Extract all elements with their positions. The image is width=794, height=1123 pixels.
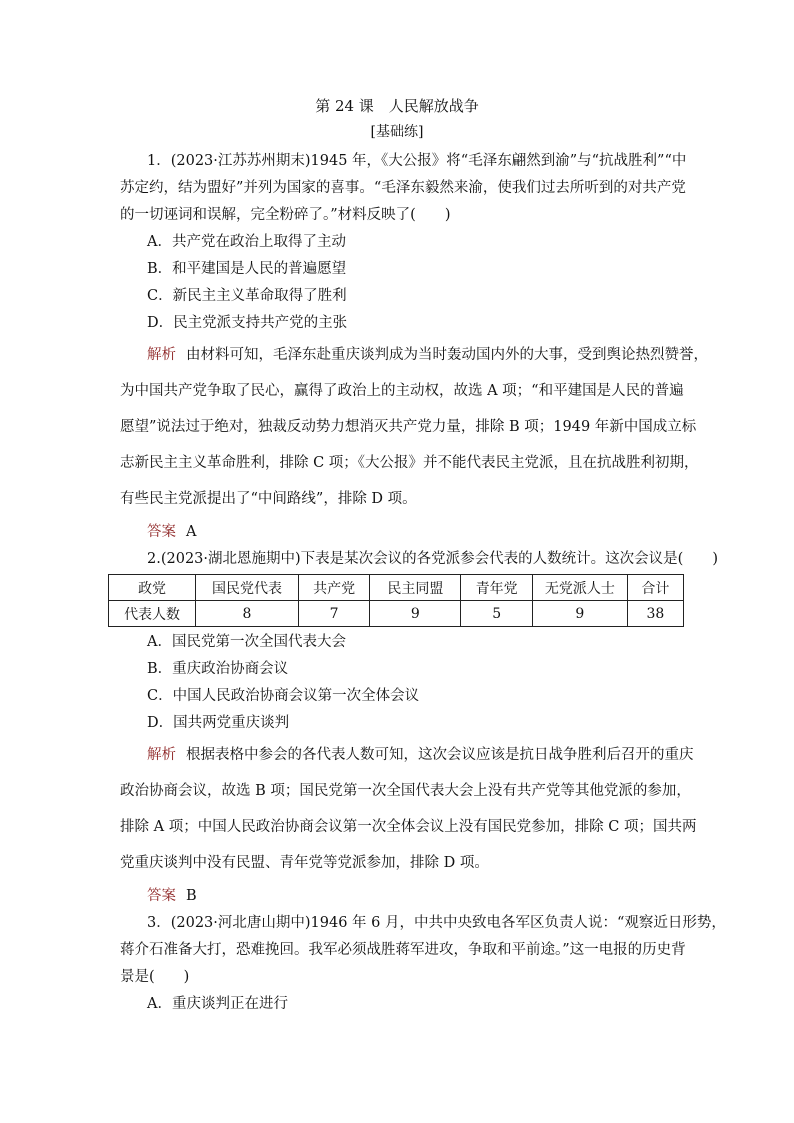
q1-option-d: D．民主党派支持共产党的主张 — [147, 315, 348, 331]
q1-explanation-line-4: 志新民主主义革命胜利，排除 C 项；《大公报》并不能代表民主党派，且在抗战胜利初期， — [120, 455, 699, 471]
q2-option-c: C．中国人民政治协商会议第一次全体会议 — [147, 688, 420, 704]
table-header-cell: 青年党 — [461, 575, 533, 601]
q1-stem-line-3: 的一切诬词和误解，完全粉碎了。”材料反映了( ) — [120, 207, 451, 223]
q2-option-a: A．国民党第一次全国代表大会 — [147, 634, 346, 650]
q2-explanation-line-2: 政治协商会议，故选 B 项；国民党第一次全国代表大会上没有共产党等其他党派的参加， — [120, 783, 691, 799]
table-header-cell: 国民党代表 — [196, 575, 299, 601]
q1-option-b: B．和平建国是人民的普遍愿望 — [147, 261, 347, 277]
q1-explanation-line-5: 有些民主党派提出了“中间路线”，排除 D 项。 — [120, 491, 417, 507]
q3-stem-line-2: 蒋介石准备大打，恐难挽回。我军必须战胜蒋军进攻，争取和平前途。”这一电报的历史背 — [120, 942, 686, 958]
q1-explanation-line-3: 愿望”说法过于绝对，独裁反动势力想消灭共产党力量，排除 B 项；1949 年新中国成立标 — [120, 419, 697, 435]
section-subtitle: [基础练] — [370, 124, 424, 140]
table-row — [109, 601, 684, 627]
table-cell: 代表人数 — [109, 601, 196, 627]
table-header-cell: 政党 — [109, 575, 196, 601]
q1-option-a: A．共产党在政治上取得了主动 — [147, 234, 346, 250]
table-cell: 9 — [532, 601, 627, 627]
table-cell: 38 — [627, 601, 683, 627]
q2-explanation-line-1 — [147, 745, 694, 765]
q1-answer-label: 答案 — [147, 524, 176, 540]
table-header-cell: 无党派人士 — [532, 575, 627, 601]
q1-explanation-text-1: 由材料可知，毛泽东赴重庆谈判成为当时轰动国内外的大事，受到舆论热烈赞誉， — [186, 347, 708, 363]
q2-answer — [147, 886, 197, 906]
q3-stem-line-3: 景是( ) — [120, 969, 190, 985]
table-header-cell: 共产党 — [298, 575, 370, 601]
table-header-cell: 民主同盟 — [370, 575, 461, 601]
table-cell: 8 — [196, 601, 299, 627]
q2-answer-label: 答案 — [147, 888, 176, 904]
q1-explanation-line-2: 为中国共产党争取了民心，赢得了政治上的主动权，故选 A 项；“和平建国是人民的普遍 — [120, 383, 684, 399]
q2-answer-value: B — [186, 888, 197, 904]
table-cell: 9 — [370, 601, 461, 627]
q1-option-c: C．新民主主义革命取得了胜利 — [147, 288, 347, 304]
q1-stem-line-1: 1．(2023·江苏苏州期末)1945 年，《大公报》将“毛泽东翩然到渝”与“抗战胜利”“中 — [147, 153, 687, 169]
q1-answer — [147, 522, 196, 542]
q2-explanation-line-4: 党重庆谈判中没有民盟、青年党等党派参加，排除 D 项。 — [120, 855, 489, 871]
q2-explanation-label: 解析 — [147, 747, 176, 763]
q2-explanation-text-1: 根据表格中参会的各代表人数可知，这次会议应该是抗日战争胜利后召开的重庆 — [186, 747, 694, 763]
q1-stem-line-2: 苏定约，结为盟好”并列为国家的喜事。“毛泽东毅然来渝，使我们过去所听到的对共产党 — [120, 180, 686, 196]
q1-explanation-line-1 — [147, 345, 708, 365]
q2-stem-line-1: 2.(2023·湖北恩施期中)下表是某次会议的各党派参会代表的人数统计。这次会议是( ) — [147, 551, 718, 567]
q2-option-d: D．国共两党重庆谈判 — [147, 715, 290, 731]
table-header-row — [109, 575, 684, 601]
table-cell: 5 — [461, 601, 533, 627]
table-header-cell: 合计 — [627, 575, 683, 601]
q2-explanation-line-3: 排除 A 项；中国人民政治协商会议第一次全体会议上没有国民党参加，排除 C 项；国共两 — [120, 819, 697, 835]
q1-explanation-label: 解析 — [147, 347, 176, 363]
q3-option-a: A．重庆谈判正在进行 — [147, 996, 288, 1012]
party-delegate-table — [108, 574, 684, 627]
q3-stem-line-1: 3．(2023·河北唐山期中)1946 年 6 月，中共中央致电各军区负责人说：“观察近日形势， — [147, 915, 726, 931]
q1-answer-value: A — [186, 524, 197, 540]
q2-option-b: B．重庆政治协商会议 — [147, 661, 289, 677]
table-cell: 7 — [298, 601, 370, 627]
lesson-title: 第 24 课 人民解放战争 — [315, 97, 479, 115]
